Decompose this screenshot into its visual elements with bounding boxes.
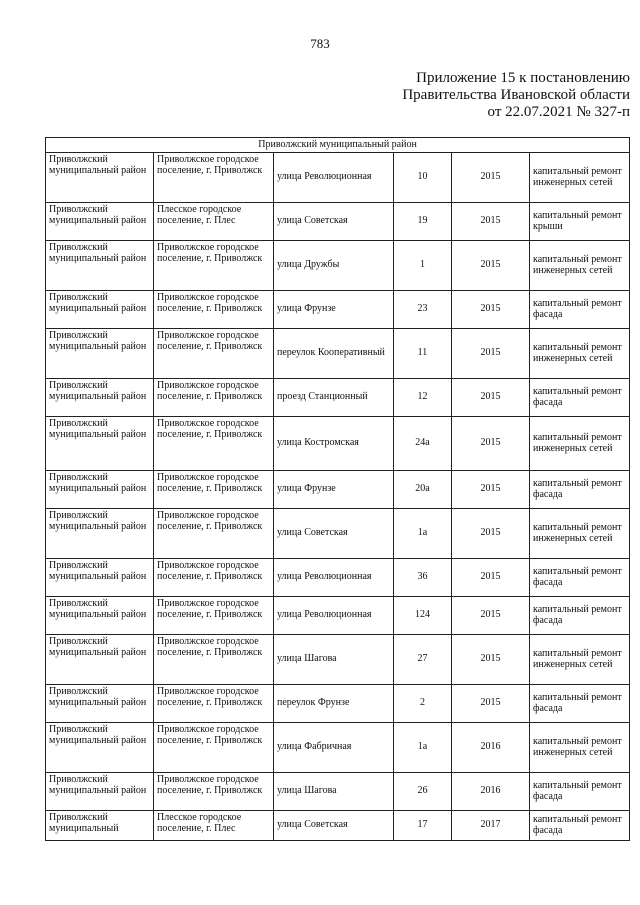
cell-district: Приволжский муниципальный район <box>46 596 154 634</box>
cell-settlement: Приволжское городское поселение, г. Приволжск <box>154 558 274 596</box>
cell-work: капитальный ремонт фасада <box>530 558 630 596</box>
cell-year: 2016 <box>452 722 530 772</box>
cell-street: улица Фрунзе <box>274 470 394 508</box>
cell-work: капитальный ремонт фасада <box>530 378 630 416</box>
cell-work: капитальный ремонт инженерных сетей <box>530 722 630 772</box>
cell-district: Приволжский муниципальный район <box>46 558 154 596</box>
header-line-3: от 22.07.2021 № 327-п <box>487 104 630 120</box>
cell-work: капитальный ремонт инженерных сетей <box>530 416 630 470</box>
cell-street: проезд Станционный <box>274 378 394 416</box>
cell-work: капитальный ремонт фасада <box>530 684 630 722</box>
cell-street: улица Революционная <box>274 152 394 202</box>
cell-year: 2015 <box>452 508 530 558</box>
cell-street: улица Шагова <box>274 634 394 684</box>
cell-year: 2015 <box>452 634 530 684</box>
table-row <box>46 596 630 634</box>
cell-district: Приволжский муниципальный район <box>46 684 154 722</box>
cell-street: улица Советская <box>274 202 394 240</box>
table-row <box>46 722 630 772</box>
cell-settlement: Приволжское городское поселение, г. Приволжск <box>154 596 274 634</box>
cell-year: 2015 <box>452 684 530 722</box>
document-header <box>402 70 630 121</box>
cell-house: 24а <box>394 416 452 470</box>
cell-settlement: Плесское городское поселение, г. Плес <box>154 202 274 240</box>
cell-street: улица Шагова <box>274 772 394 810</box>
cell-street: улица Советская <box>274 810 394 840</box>
cell-work: капитальный ремонт фасада <box>530 470 630 508</box>
cell-year: 2015 <box>452 596 530 634</box>
cell-year: 2015 <box>452 152 530 202</box>
cell-work: капитальный ремонт инженерных сетей <box>530 152 630 202</box>
cell-district: Приволжский муниципальный район <box>46 290 154 328</box>
cell-district: Приволжский муниципальный <box>46 810 154 840</box>
cell-year: 2015 <box>452 378 530 416</box>
cell-district: Приволжский муниципальный район <box>46 240 154 290</box>
cell-year: 2015 <box>452 470 530 508</box>
cell-house: 11 <box>394 328 452 378</box>
cell-house: 27 <box>394 634 452 684</box>
cell-house: 36 <box>394 558 452 596</box>
table-row <box>46 684 630 722</box>
cell-work: капитальный ремонт инженерных сетей <box>530 328 630 378</box>
cell-street: улица Революционная <box>274 596 394 634</box>
cell-street: переулок Фрунзе <box>274 684 394 722</box>
table-row <box>46 152 630 202</box>
cell-house: 1а <box>394 508 452 558</box>
section-title: Приволжский муниципальный район <box>46 138 630 153</box>
cell-district: Приволжский муниципальный район <box>46 202 154 240</box>
table-row <box>46 328 630 378</box>
header-line-2: Правительства Ивановской области <box>402 87 630 103</box>
cell-year: 2015 <box>452 202 530 240</box>
cell-settlement: Приволжское городское поселение, г. Приволжск <box>154 722 274 772</box>
cell-year: 2015 <box>452 416 530 470</box>
cell-district: Приволжский муниципальный район <box>46 152 154 202</box>
cell-settlement: Приволжское городское поселение, г. Приволжск <box>154 634 274 684</box>
buildings-table <box>45 137 630 841</box>
cell-settlement: Приволжское городское поселение, г. Приволжск <box>154 508 274 558</box>
cell-work: капитальный ремонт фасада <box>530 772 630 810</box>
header-line-1: Приложение 15 к постановлению <box>416 70 630 86</box>
table-row <box>46 634 630 684</box>
table-row <box>46 290 630 328</box>
cell-house: 2 <box>394 684 452 722</box>
table-row <box>46 378 630 416</box>
cell-settlement: Приволжское городское поселение, г. Приволжск <box>154 240 274 290</box>
cell-work: капитальный ремонт фасада <box>530 596 630 634</box>
cell-settlement: Приволжское городское поселение, г. Приволжск <box>154 328 274 378</box>
cell-work: капитальный ремонт инженерных сетей <box>530 240 630 290</box>
cell-settlement: Приволжское городское поселение, г. Приволжск <box>154 470 274 508</box>
cell-street: улица Революционная <box>274 558 394 596</box>
table-row <box>46 202 630 240</box>
table-row <box>46 470 630 508</box>
cell-house: 1 <box>394 240 452 290</box>
cell-year: 2016 <box>452 772 530 810</box>
cell-district: Приволжский муниципальный район <box>46 328 154 378</box>
cell-settlement: Приволжское городское поселение, г. Приволжск <box>154 772 274 810</box>
cell-settlement: Приволжское городское поселение, г. Приволжск <box>154 416 274 470</box>
cell-work: капитальный ремонт фасада <box>530 810 630 840</box>
cell-district: Приволжский муниципальный район <box>46 772 154 810</box>
cell-year: 2015 <box>452 558 530 596</box>
cell-year: 2015 <box>452 328 530 378</box>
cell-district: Приволжский муниципальный район <box>46 378 154 416</box>
table-body <box>46 138 630 841</box>
cell-work: капитальный ремонт инженерных сетей <box>530 508 630 558</box>
cell-year: 2015 <box>452 290 530 328</box>
cell-street: улица Фрунзе <box>274 290 394 328</box>
cell-district: Приволжский муниципальный район <box>46 722 154 772</box>
cell-district: Приволжский муниципальный район <box>46 508 154 558</box>
cell-house: 20а <box>394 470 452 508</box>
table-row <box>46 772 630 810</box>
cell-year: 2017 <box>452 810 530 840</box>
cell-street: переулок Кооперативный <box>274 328 394 378</box>
cell-district: Приволжский муниципальный район <box>46 470 154 508</box>
cell-settlement: Приволжское городское поселение, г. Приволжск <box>154 152 274 202</box>
cell-district: Приволжский муниципальный район <box>46 416 154 470</box>
cell-settlement: Приволжское городское поселение, г. Приволжск <box>154 684 274 722</box>
table-row <box>46 416 630 470</box>
table-row <box>46 240 630 290</box>
cell-house: 124 <box>394 596 452 634</box>
cell-district: Приволжский муниципальный район <box>46 634 154 684</box>
cell-street: улица Советская <box>274 508 394 558</box>
cell-street: улица Костромская <box>274 416 394 470</box>
cell-work: капитальный ремонт инженерных сетей <box>530 634 630 684</box>
cell-house: 19 <box>394 202 452 240</box>
cell-house: 12 <box>394 378 452 416</box>
cell-house: 17 <box>394 810 452 840</box>
cell-work: капитальный ремонт крыши <box>530 202 630 240</box>
cell-street: улица Дружбы <box>274 240 394 290</box>
cell-house: 10 <box>394 152 452 202</box>
table-row <box>46 810 630 840</box>
cell-house: 23 <box>394 290 452 328</box>
cell-settlement: Плесское городское поселение, г. Плес <box>154 810 274 840</box>
cell-house: 1а <box>394 722 452 772</box>
cell-settlement: Приволжское городское поселение, г. Приволжск <box>154 378 274 416</box>
cell-year: 2015 <box>452 240 530 290</box>
table-row <box>46 558 630 596</box>
section-row <box>46 138 630 153</box>
table-row <box>46 508 630 558</box>
cell-work: капитальный ремонт фасада <box>530 290 630 328</box>
page-number: 783 <box>310 36 330 51</box>
cell-street: улица Фабричная <box>274 722 394 772</box>
cell-settlement: Приволжское городское поселение, г. Приволжск <box>154 290 274 328</box>
cell-house: 26 <box>394 772 452 810</box>
